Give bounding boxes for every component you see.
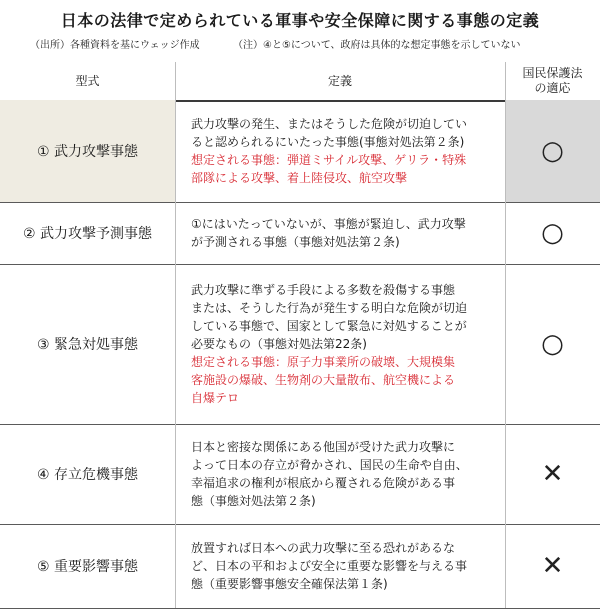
source-note: （出所）各種資料を基にウェッジ作成 <box>30 40 200 51</box>
definition-line: ①にはいたっていないが、事態が緊迫し、武力攻撃 <box>191 217 466 231</box>
definition-line: 武力攻撃の発生、またはそうした危険が切迫してい <box>191 117 468 131</box>
annotation-note: （注）④と⑤について、政府は具体的な想定事態を示していない <box>233 40 521 51</box>
definition-line: が予測される事態（事態対処法第２条) <box>191 235 400 249</box>
assumed-situation-line: 客施設の爆破、生物剤の大量散布、航空機による <box>191 373 456 387</box>
table-row <box>0 424 600 524</box>
row-type: ① 武力攻撃事態 <box>0 100 175 202</box>
row-type: ③ 緊急対処事態 <box>36 337 138 353</box>
assumed-situation-line: 想定される事態：原子力事業所の破壊、大規模集 <box>191 355 456 369</box>
header-applicability-line1: 国民保護法 <box>522 66 583 80</box>
definition-line: または、そうした行為が発生する明白な危険が切迫 <box>191 301 468 315</box>
definition-line: ると認められるにいたった事態(事態対処法第２条) <box>191 135 465 149</box>
definition-line: 態（事態対処法第２条) <box>191 494 316 508</box>
circle-mark-icon: ○ <box>505 100 600 202</box>
header-definition: 定義 <box>327 73 352 88</box>
page-title: 日本の法律で定められている軍事や安全保障に関する事態の定義 <box>60 11 540 30</box>
definition-line: 幸福追求の権利が根底から覆される危険がある事 <box>191 476 456 490</box>
row-definition <box>191 202 499 264</box>
row-definition <box>191 424 499 524</box>
assumed-situation-line: 自爆テロ <box>191 391 240 405</box>
row-type: ⑤ 重要影響事態 <box>36 559 138 575</box>
cross-mark-icon: ✕ <box>541 551 564 581</box>
definition-line: 放置すれば日本への武力攻撃に至る恐れがあるな <box>191 541 456 555</box>
definition-line: ど、日本の平和および安全に重要な影響を与える事 <box>191 559 468 573</box>
table-row <box>0 524 600 608</box>
circle-mark-icon: ○ <box>541 329 564 359</box>
header-applicability-line2: の適応 <box>534 81 571 95</box>
assumed-situation-line: 想定される事態：弾道ミサイル攻撃、ゲリラ・特殊 <box>191 153 467 167</box>
table-row <box>0 264 600 424</box>
row-definition <box>191 264 499 424</box>
column-divider <box>175 62 176 608</box>
row-type: ② 武力攻撃予測事態 <box>22 226 152 242</box>
row-definition <box>191 524 499 608</box>
header-type: 型式 <box>75 73 100 88</box>
definition-line: 武力攻撃に準ずる手段による多数を殺傷する事態 <box>191 283 456 297</box>
row-definition <box>191 100 499 202</box>
definition-line: よって日本の存立が脅かされ、国民の生命や自由、 <box>191 458 468 472</box>
definition-line: している事態で、国家として緊急に対処することが <box>191 319 467 333</box>
table-row <box>0 100 600 202</box>
cross-mark-icon: ✕ <box>541 459 564 489</box>
row-type: ④ 存立危機事態 <box>36 467 138 483</box>
header-applicability <box>505 62 600 100</box>
row-divider <box>0 608 600 609</box>
assumed-situation-line: 部隊による攻撃、着上陸侵攻、航空攻撃 <box>191 171 408 185</box>
column-divider <box>505 62 506 608</box>
definition-line: 日本と密接な関係にある他国が受けた武力攻撃に <box>191 440 456 454</box>
definition-line: 必要なもの（事態対処法第22条) <box>191 337 367 351</box>
circle-mark-icon: ○ <box>541 218 564 248</box>
table-row <box>0 202 600 264</box>
definition-line: 態（重要影響事態安全確保法第１条) <box>191 577 388 591</box>
